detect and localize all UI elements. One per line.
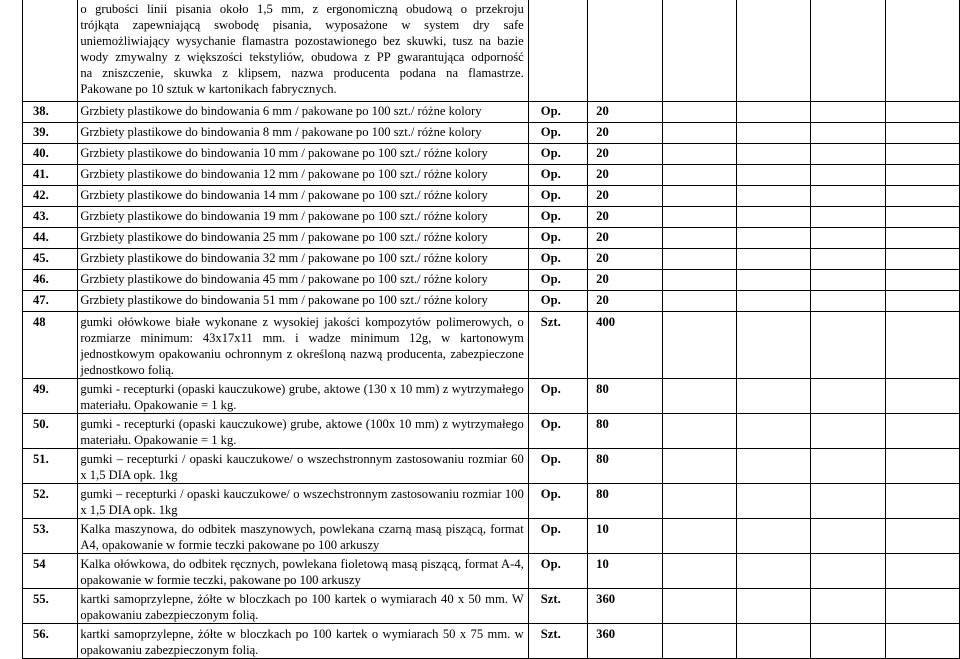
empty-cell (663, 484, 737, 519)
empty-cell (811, 123, 885, 144)
item-quantity: 20 (588, 144, 663, 165)
empty-cell (737, 165, 811, 186)
item-unit: Op. (528, 291, 587, 312)
item-description: gumki - recepturki (opaski kauczukowe) grube, aktowe (130 x 10 mm) z wytrzymałego materiału. Opakowanie = 1 kg. (78, 379, 528, 414)
empty-cell (737, 270, 811, 291)
empty-cell (885, 449, 959, 484)
empty-cell (663, 624, 737, 659)
empty-cell (663, 186, 737, 207)
empty-cell (663, 379, 737, 414)
intro-line: wody zmywalny z większości tekstyliów, obudowa z PP gwarantująca odporność (80, 50, 524, 64)
item-unit: Op. (528, 165, 587, 186)
table-row (23, 144, 960, 165)
item-quantity: 80 (588, 414, 663, 449)
item-quantity: 20 (588, 228, 663, 249)
empty-cell (885, 123, 959, 144)
empty-cell (885, 589, 959, 624)
item-quantity: 20 (588, 291, 663, 312)
item-description: Grzbiety plastikowe do bindowania 32 mm / pakowane po 100 szt./ różne kolory (78, 249, 528, 270)
item-number: 43. (23, 207, 78, 228)
empty-cell (737, 144, 811, 165)
intro-line: na zniszczenie, skuwka z klipsem, nazwa producenta podana na flamastrze. (80, 66, 524, 80)
empty-cell (663, 144, 737, 165)
intro-line: Pakowane po 10 sztuk w kartonikach fabrycznych. (80, 82, 337, 96)
empty-cell (737, 249, 811, 270)
table-row (23, 589, 960, 624)
item-unit: Op. (528, 249, 587, 270)
empty-cell (811, 414, 885, 449)
item-description: Grzbiety plastikowe do bindowania 51 mm / pakowane po 100 szt./ różne kolory (78, 291, 528, 312)
intro-qty-cell (588, 0, 663, 102)
empty-cell (885, 186, 959, 207)
item-quantity: 360 (588, 589, 663, 624)
item-number: 49. (23, 379, 78, 414)
empty-cell (663, 312, 737, 379)
empty-cell (663, 291, 737, 312)
empty-cell (663, 165, 737, 186)
empty-cell (885, 0, 959, 102)
empty-cell (663, 102, 737, 123)
intro-number-cell (23, 0, 78, 102)
item-quantity: 20 (588, 102, 663, 123)
item-unit: Op. (528, 519, 587, 554)
empty-cell (737, 123, 811, 144)
empty-cell (663, 554, 737, 589)
item-description: Grzbiety plastikowe do bindowania 14 mm / pakowane po 100 szt./ różne kolory (78, 186, 528, 207)
empty-cell (885, 165, 959, 186)
table-row (23, 554, 960, 589)
item-unit: Op. (528, 123, 587, 144)
empty-cell (737, 484, 811, 519)
item-description: kartki samoprzylepne, żółte w bloczkach po 100 kartek o wymiarach 50 x 75 mm. w opakowaniu zabezpieczonym folią. (78, 624, 528, 659)
table-row (23, 624, 960, 659)
item-description: Kalka ołówkowa, do odbitek ręcznych, powlekana fioletową masą piszącą, format A-4, opakowanie w formie teczki, pakowane po 100 arkuszy (78, 554, 528, 589)
empty-cell (663, 589, 737, 624)
table-row (23, 484, 960, 519)
empty-cell (737, 312, 811, 379)
item-unit: Op. (528, 484, 587, 519)
item-unit: Op. (528, 449, 587, 484)
empty-cell (663, 519, 737, 554)
intro-line: o grubości linii pisania około 1,5 mm, z ergonomiczną obudową o przekroju (80, 2, 524, 16)
empty-cell (737, 379, 811, 414)
item-unit: Op. (528, 228, 587, 249)
item-unit: Op. (528, 102, 587, 123)
item-quantity: 20 (588, 207, 663, 228)
empty-cell (811, 312, 885, 379)
empty-cell (811, 484, 885, 519)
empty-cell (885, 228, 959, 249)
empty-cell (811, 144, 885, 165)
empty-cell (737, 554, 811, 589)
item-description: gumki – recepturki / opaski kauczukowe/ o wszechstronnym zastosowaniu rozmiar 60 x 1,5 DIA opk. 1kg (78, 449, 528, 484)
item-description: Kalka maszynowa, do odbitek maszynowych, powlekana czarną masą piszącą, format A4, opakowanie w formie teczki pakowane po 100 arkuszy (78, 519, 528, 554)
item-description: Grzbiety plastikowe do bindowania 8 mm / pakowane po 100 szt./ różne kolory (78, 123, 528, 144)
product-table (22, 0, 960, 659)
empty-cell (737, 449, 811, 484)
table-row (23, 519, 960, 554)
table-row (23, 249, 960, 270)
empty-cell (885, 270, 959, 291)
item-description: gumki - recepturki (opaski kauczukowe) grube, aktowe (100x 10 mm) z wytrzymałego materiału. Opakowanie = 1 kg. (78, 414, 528, 449)
item-quantity: 20 (588, 186, 663, 207)
item-quantity: 10 (588, 519, 663, 554)
item-unit: Szt. (528, 312, 587, 379)
table-row (23, 449, 960, 484)
item-description: Grzbiety plastikowe do bindowania 6 mm / pakowane po 100 szt./ różne kolory (78, 102, 528, 123)
item-quantity: 400 (588, 312, 663, 379)
item-unit: Op. (528, 186, 587, 207)
item-number: 55. (23, 589, 78, 624)
empty-cell (885, 554, 959, 589)
table-row (23, 165, 960, 186)
item-number: 50. (23, 414, 78, 449)
item-description: Grzbiety plastikowe do bindowania 10 mm / pakowane po 100 szt./ różne kolory (78, 144, 528, 165)
empty-cell (737, 0, 811, 102)
empty-cell (811, 249, 885, 270)
empty-cell (663, 449, 737, 484)
item-number: 46. (23, 270, 78, 291)
empty-cell (737, 291, 811, 312)
item-number: 42. (23, 186, 78, 207)
item-number: 54 (23, 554, 78, 589)
empty-cell (885, 414, 959, 449)
empty-cell (663, 207, 737, 228)
empty-cell (737, 519, 811, 554)
empty-cell (885, 312, 959, 379)
empty-cell (811, 207, 885, 228)
table-row (23, 123, 960, 144)
empty-cell (737, 102, 811, 123)
item-unit: Op. (528, 554, 587, 589)
intro-line: trójkąta zapewniającą swobodę pisania, wyposażone w system dry safe (80, 18, 524, 32)
table-row (23, 379, 960, 414)
item-description: gumki – recepturki / opaski kauczukowe/ o wszechstronnym zastosowaniu rozmiar 100 x 1,5 DIA opk. 1kg (78, 484, 528, 519)
table-row (23, 312, 960, 379)
empty-cell (811, 228, 885, 249)
empty-cell (663, 123, 737, 144)
empty-cell (885, 144, 959, 165)
empty-cell (811, 186, 885, 207)
item-unit: Op. (528, 144, 587, 165)
empty-cell (811, 102, 885, 123)
item-description: Grzbiety plastikowe do bindowania 19 mm / pakowane po 100 szt./ różne kolory (78, 207, 528, 228)
empty-cell (737, 624, 811, 659)
empty-cell (663, 249, 737, 270)
empty-cell (811, 449, 885, 484)
item-number: 56. (23, 624, 78, 659)
item-quantity: 360 (588, 624, 663, 659)
empty-cell (737, 228, 811, 249)
item-unit: Op. (528, 379, 587, 414)
empty-cell (885, 379, 959, 414)
empty-cell (885, 624, 959, 659)
table-row (23, 414, 960, 449)
item-unit: Op. (528, 207, 587, 228)
empty-cell (663, 228, 737, 249)
empty-cell (811, 624, 885, 659)
empty-cell (811, 270, 885, 291)
item-quantity: 80 (588, 484, 663, 519)
empty-cell (885, 102, 959, 123)
empty-cell (811, 554, 885, 589)
empty-cell (811, 589, 885, 624)
item-quantity: 20 (588, 249, 663, 270)
item-number: 53. (23, 519, 78, 554)
item-description: kartki samoprzylepne, żółte w bloczkach po 100 kartek o wymiarach 40 x 50 mm. W opakowaniu zabezpieczonym folią. (78, 589, 528, 624)
empty-cell (811, 165, 885, 186)
empty-cell (737, 207, 811, 228)
item-unit: Szt. (528, 624, 587, 659)
item-description: Grzbiety plastikowe do bindowania 12 mm / pakowane po 100 szt./ różne kolory (78, 165, 528, 186)
empty-cell (663, 270, 737, 291)
item-number: 38. (23, 102, 78, 123)
empty-cell (811, 519, 885, 554)
item-quantity: 80 (588, 449, 663, 484)
empty-cell (737, 414, 811, 449)
item-quantity: 20 (588, 270, 663, 291)
intro-unit-cell (528, 0, 587, 102)
table-row (23, 102, 960, 123)
table-row (23, 228, 960, 249)
empty-cell (811, 291, 885, 312)
empty-cell (811, 0, 885, 102)
table-row (23, 207, 960, 228)
empty-cell (885, 207, 959, 228)
item-description: Grzbiety plastikowe do bindowania 25 mm / pakowane po 100 szt./ różne kolory (78, 228, 528, 249)
empty-cell (737, 589, 811, 624)
intro-row (23, 0, 960, 102)
item-number: 44. (23, 228, 78, 249)
item-unit: Op. (528, 414, 587, 449)
item-description: gumki ołówkowe białe wykonane z wysokiej jakości kompozytów polimerowych, o rozmiarze minimum: 43x17x11 mm. i wadze minimum 12g, w kartonowym jednostkowym opakowaniu ochronnym z określoną nazwą producenta, zabezpieczone jednostkowo folią. (78, 312, 528, 379)
item-number: 48 (23, 312, 78, 379)
intro-line: uniemożliwiający wysychanie flamastra pozostawionego bez skuwki, tusz na bazie (80, 34, 524, 48)
item-number: 40. (23, 144, 78, 165)
empty-cell (885, 519, 959, 554)
table-row (23, 291, 960, 312)
empty-cell (811, 379, 885, 414)
item-number: 51. (23, 449, 78, 484)
empty-cell (885, 291, 959, 312)
item-quantity: 20 (588, 165, 663, 186)
item-unit: Op. (528, 270, 587, 291)
item-number: 47. (23, 291, 78, 312)
empty-cell (663, 0, 737, 102)
empty-cell (885, 249, 959, 270)
empty-cell (663, 414, 737, 449)
intro-description-cell (78, 0, 528, 102)
item-unit: Szt. (528, 589, 587, 624)
item-description: Grzbiety plastikowe do bindowania 45 mm / pakowane po 100 szt./ różne kolory (78, 270, 528, 291)
item-number: 52. (23, 484, 78, 519)
item-number: 41. (23, 165, 78, 186)
empty-cell (885, 484, 959, 519)
table-row (23, 270, 960, 291)
item-quantity: 20 (588, 123, 663, 144)
table-row (23, 186, 960, 207)
item-quantity: 80 (588, 379, 663, 414)
empty-cell (737, 186, 811, 207)
item-number: 39. (23, 123, 78, 144)
item-number: 45. (23, 249, 78, 270)
item-quantity: 10 (588, 554, 663, 589)
